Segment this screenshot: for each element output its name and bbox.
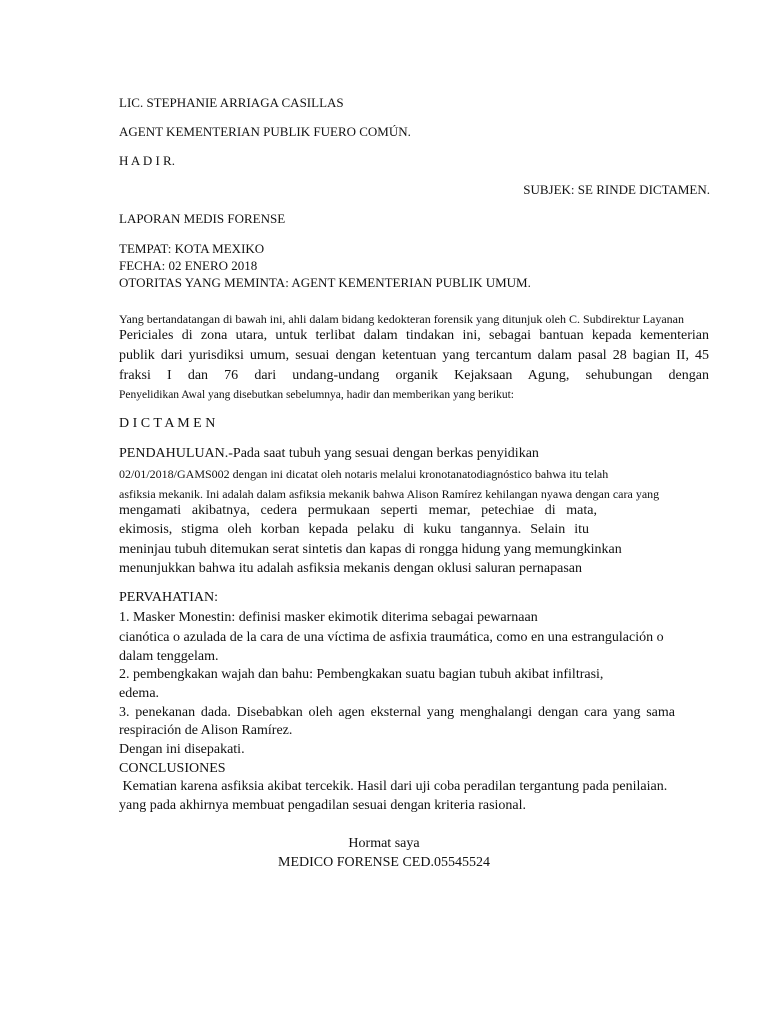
conclusions-heading: CONCLUSIONES — [119, 761, 226, 776]
observation-line: dalam tenggelam. — [119, 649, 219, 664]
recipient-name: LIC. STEPHANIE ARRIAGA CASILLAS — [119, 95, 344, 110]
dictamen-line: asfiksia mekanik. Ini adalah dalam asfiksia mekanik bahwa Alison Ramírez kehilangan nyawa dengan cara yang — [119, 487, 660, 501]
conclusion-line: Kematian karena asfiksia akibat tercekik. Hasil dari uji coba peradilan tergantung pada penilaian. — [119, 779, 668, 794]
report-place: TEMPAT: KOTA MEXIKO — [119, 241, 265, 256]
dictamen-heading: D I C T A M E N — [119, 416, 216, 431]
dictamen-line: menunjukkan bahwa itu adalah asfiksia mekanis dengan oklusi saluran pernapasan — [119, 561, 583, 576]
observation-line: 2. pembengkakan wajah dan bahu: Pembengkakan suatu bagian tubuh akibat infiltrasi, — [119, 667, 604, 682]
signer-line: MEDICO FORENSE CED.05545524 — [278, 855, 490, 870]
dictamen-line: PENDAHULUAN.-Pada saat tubuh yang sesuai dengan berkas penyidikan — [119, 446, 539, 461]
recipient-role: AGENT KEMENTERIAN PUBLIK FUERO COMÚN. — [119, 124, 411, 139]
observation-line: edema. — [119, 686, 160, 701]
closing-line: Hormat saya — [348, 836, 420, 851]
intro-line: Yang bertandatangan di bawah ini, ahli dalam bidang kedokteran forensik yang ditunjuk oleh C. Subdirektur Layanan — [119, 312, 684, 326]
dictamen-line: 02/01/2018/GAMS002 dengan ini dicatat oleh notaris melalui kronotanatodiagnóstico bahwa itu telah — [119, 467, 609, 481]
intro-line: Periciales di zona utara, untuk terlibat dalam tindakan ini, sebagai bantuan kepada kementerian — [119, 328, 709, 343]
intro-line: Penyelidikan Awal yang disebutkan sebelumnya, hadir dan memberikan yang berikut: — [119, 389, 514, 401]
report-authority: OTORITAS YANG MEMINTA: AGENT KEMENTERIAN PUBLIK UMUM. — [119, 275, 531, 290]
report-date: FECHA: 02 ENERO 2018 — [119, 258, 258, 273]
hadir-line: H A D I R. — [119, 153, 175, 168]
dictamen-line: mengamati akibatnya, cedera permukaan seperti memar, petechiae di mata, — [119, 503, 597, 518]
dictamen-line: meninjau tubuh ditemukan serat sintetis dan kapas di rongga hidung yang memungkinkan — [119, 542, 622, 557]
report-title: LAPORAN MEDIS FORENSE — [119, 211, 286, 226]
intro-line: fraksi I dan 76 dari undang-undang organik Kejaksaan Agung, sehubungan dengan — [119, 368, 709, 383]
conclusion-line: yang pada akhirnya membuat pengadilan sesuai dengan kriteria rasional. — [119, 798, 527, 813]
observation-line: 1. Masker Monestin: definisi masker ekimotik diterima sebagai pewarnaan — [119, 610, 538, 625]
observations-heading: PERVAHATIAN: — [119, 590, 218, 605]
subject-line: SUBJEK: SE RINDE DICTAMEN. — [523, 182, 710, 197]
observation-line: 3. penekanan dada. Disebabkan oleh agen eksternal yang menghalangi dengan cara yang sama — [119, 705, 675, 720]
observation-line: cianótica o azulada de la cara de una víctima de asfixia traumática, como en una estrangulación o — [119, 630, 664, 645]
observation-line: respiración de Alison Ramírez. — [119, 723, 293, 738]
intro-line: publik dari yurisdiksi umum, sesuai dengan ketentuan yang tercantum dalam pasal 28 bagian II, 45 — [119, 348, 709, 363]
dictamen-line: ekimosis, stigma oleh korban kepada pelaku di kuku tangannya. Selain itu — [119, 522, 589, 537]
observation-line: Dengan ini disepakati. — [119, 742, 245, 757]
